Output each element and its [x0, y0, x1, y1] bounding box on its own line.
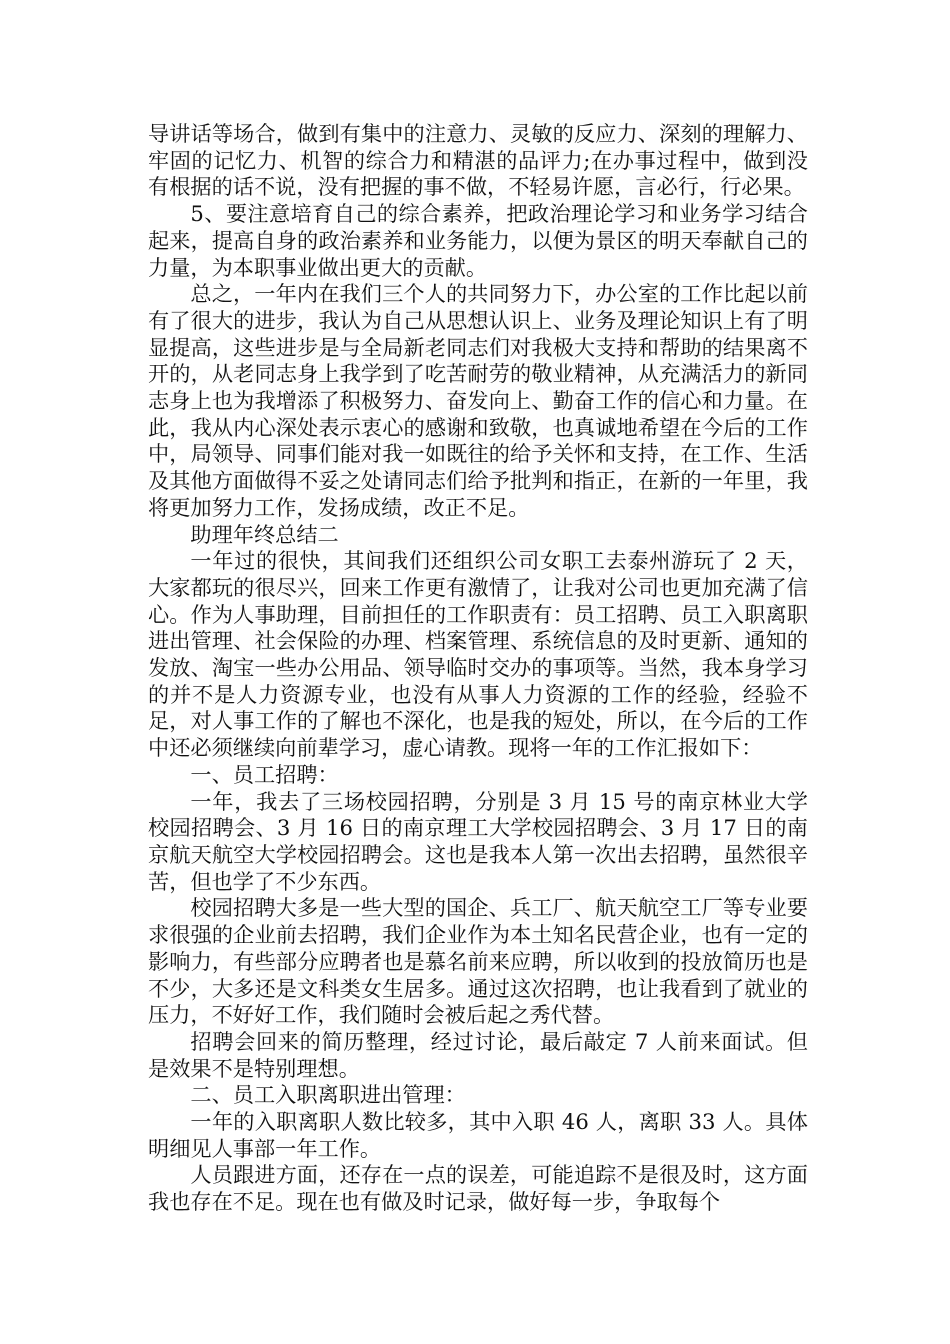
section-heading-recruitment: 一、员工招聘： — [190, 761, 339, 787]
section-heading-summary-two: 助理年终总结二 — [190, 521, 339, 547]
paragraph-onboarding-stats: 一年的入职离职人数比较多，其中入职 46 人，离职 33 人。具体明细见人事部一年工作。 — [148, 1109, 808, 1161]
paragraph-summary: 总之，一年内在我们三个人的共同努力下，办公室的工作比起以前有了很大的进步，我认为自己从思想认识上、业务及理论知识上有了明显提高，这些进步是与全局新老同志们对我极大支持和帮助的结果离不开的，从老同志身上我学到了吃苦耐劳的敬业精神，从充满活力的新同志身上也为我增添了积极努力、奋发向上、勤奋工作的信心和力量。在此，我从内心深处表示衷心的感谢和致敬，也真诚地希望在今后的工作中，局领导、同事们能对我一如既往的给予关怀和支持，在工作、生活及其他方面做得不妥之处请同志们给予批判和指正，在新的一年里，我将更加努力工作，发扬成绩，改正不足。 — [148, 281, 808, 520]
paragraph-resume-review: 招聘会回来的简历整理，经过讨论，最后敲定 7 人前来面试。但是效果不是特别理想。 — [148, 1028, 808, 1081]
paragraph-item-5: 5、要注意培育自己的综合素养，把政治理论学习和业务学习结合起来，提高自身的政治素养和业务能力，以便为景区的明天奉献自己的力量，为本职事业做出更大的贡献。 — [148, 201, 808, 280]
paragraph-continued-intro: 导讲话等场合，做到有集中的注意力、灵敏的反应力、深刻的理解力、牢固的记忆力、机智的综合力和精湛的品评力;在办事过程中，做到没有根据的话不说，没有把握的事不做，不轻易许愿，言必行，行必果。 — [148, 121, 808, 200]
paragraph-follow-up: 人员跟进方面，还存在一点的误差，可能追踪不是很及时，这方面我也存在不足。现在也有做及时记录，做好每一步，争取每个 — [148, 1162, 808, 1215]
paragraph-overview: 一年过的很快，其间我们还组织公司女职工去泰州游玩了 2 天，大家都玩的很尽兴，回来工作更有激情了，让我对公司也更加充满了信心。作为人事助理，目前担任的工作职责有：员工招聘、员工入职离职进出管理、社会保险的办理、档案管理、系统信息的及时更新、通知的发放、淘宝一些办公用品、领导临时交办的事项等。当然，我本身学习的并不是人力资源专业，也没有从事人力资源的工作的经验，经验不足，对人事工作的了解也不深化，也是我的短处，所以，在今后的工作中还必须继续向前辈学习，虚心请教。现将一年的工作汇报如下： — [148, 548, 808, 761]
paragraph-campus-details: 校园招聘大多是一些大型的国企、兵工厂、航天航空工厂等专业要求很强的企业前去招聘，我们企业作为本土知名民营企业，也有一定的影响力，有些部分应聘者也是慕名前来应聘，所以收到的投放简历也是不少，大多还是文科类女生居多。通过这次招聘，也让我看到了就业的压力，不好好工作，我们随时会被后起之秀代替。 — [148, 895, 808, 1028]
paragraph-campus-recruitment: 一年，我去了三场校园招聘，分别是 3 月 15 号的南京林业大学校园招聘会、3 月 16 日的南京理工大学校园招聘会、3 月 17 日的南京航天航空大学校园招聘会。这也是我本人第一次出去招聘，虽然很辛苦，但也学了不少东西。 — [148, 788, 808, 894]
document-page — [148, 121, 808, 1216]
section-heading-onboarding: 二、员工入职离职进出管理： — [190, 1082, 466, 1108]
